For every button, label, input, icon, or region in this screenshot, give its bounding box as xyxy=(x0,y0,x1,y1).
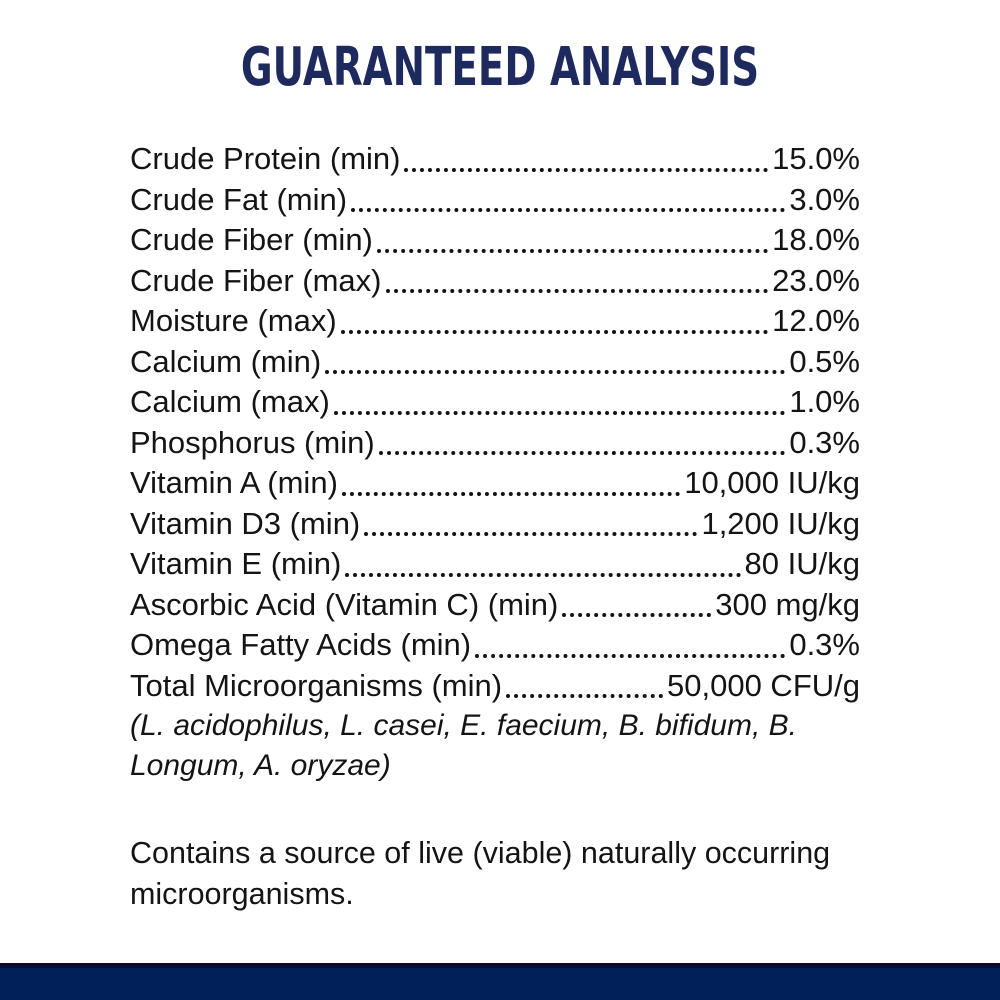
dot-leader xyxy=(345,573,740,577)
bottom-navy-bar xyxy=(0,963,1000,1000)
dot-leader xyxy=(334,411,786,415)
analysis-row xyxy=(130,180,860,221)
dot-leader xyxy=(364,532,697,536)
page-title: GUARANTEED ANALYSIS xyxy=(240,36,760,99)
nutrient-value: 10,000 IU/kg xyxy=(684,465,860,500)
dot-leader xyxy=(475,654,785,658)
nutrient-label: Crude Fiber (min) xyxy=(130,222,373,257)
nutrient-value: 3.0% xyxy=(789,181,860,217)
nutrient-value: 12.0% xyxy=(772,303,860,338)
nutrient-value: 23.0% xyxy=(772,262,860,298)
nutrient-value: 80 IU/kg xyxy=(744,546,860,581)
nutrient-label: Calcium (min) xyxy=(130,343,322,379)
analysis-row xyxy=(130,342,860,383)
nutrient-value: 1,200 IU/kg xyxy=(701,505,860,541)
analysis-row xyxy=(130,220,860,261)
analysis-row xyxy=(130,261,860,302)
dot-leader xyxy=(386,289,769,293)
dot-leader xyxy=(325,370,785,374)
microorganisms-species-note: (L. acidophilus, L. casei, E. faecium, B. bifidum, B. Longum, A. oryzae) xyxy=(130,709,797,782)
dot-leader xyxy=(404,168,768,172)
analysis-row xyxy=(130,625,860,666)
nutrient-value: 0.3% xyxy=(789,424,860,460)
nutrient-value: 0.5% xyxy=(789,343,860,379)
analysis-table xyxy=(130,139,860,706)
dot-leader xyxy=(341,330,768,334)
analysis-row xyxy=(130,666,860,707)
nutrient-label: Crude Protein (min) xyxy=(130,141,401,176)
nutrient-value: 300 mg/kg xyxy=(715,586,860,622)
nutrient-label: Omega Fatty Acids (min) xyxy=(130,627,472,662)
nutrient-value: 50,000 CFU/g xyxy=(667,667,860,703)
dot-leader xyxy=(351,208,785,212)
nutrient-label: Ascorbic Acid (Vitamin C) (min) xyxy=(130,586,559,622)
nutrient-label: Vitamin D3 (min) xyxy=(130,505,361,541)
nutrient-label: Moisture (max) xyxy=(130,303,337,338)
nutrient-label: Total Microorganisms (min) xyxy=(130,667,503,703)
analysis-row xyxy=(130,544,860,585)
analysis-row xyxy=(130,382,860,423)
nutrient-value: 18.0% xyxy=(772,222,860,257)
nutrient-label: Phosphorus (min) xyxy=(130,424,375,460)
nutrient-label: Vitamin E (min) xyxy=(130,546,342,581)
dot-leader xyxy=(377,249,768,253)
dot-leader xyxy=(342,492,680,496)
analysis-row xyxy=(130,463,860,504)
live-microorganisms-note: Contains a source of live (viable) naturally occurring microorganisms. xyxy=(130,836,831,911)
dot-leader xyxy=(379,451,786,455)
analysis-row xyxy=(130,423,860,464)
analysis-row xyxy=(130,301,860,342)
analysis-row xyxy=(130,504,860,545)
nutrient-label: Crude Fat (min) xyxy=(130,181,348,217)
nutrient-value: 1.0% xyxy=(789,384,860,419)
nutrient-value: 0.3% xyxy=(789,627,860,662)
nutrient-value: 15.0% xyxy=(772,141,860,176)
dot-leader xyxy=(562,613,711,617)
nutrient-label: Calcium (max) xyxy=(130,384,330,419)
analysis-row xyxy=(130,585,860,626)
nutrient-label: Crude Fiber (max) xyxy=(130,262,382,298)
analysis-row xyxy=(130,139,860,180)
dot-leader xyxy=(506,694,663,698)
nutrient-label: Vitamin A (min) xyxy=(130,465,338,500)
